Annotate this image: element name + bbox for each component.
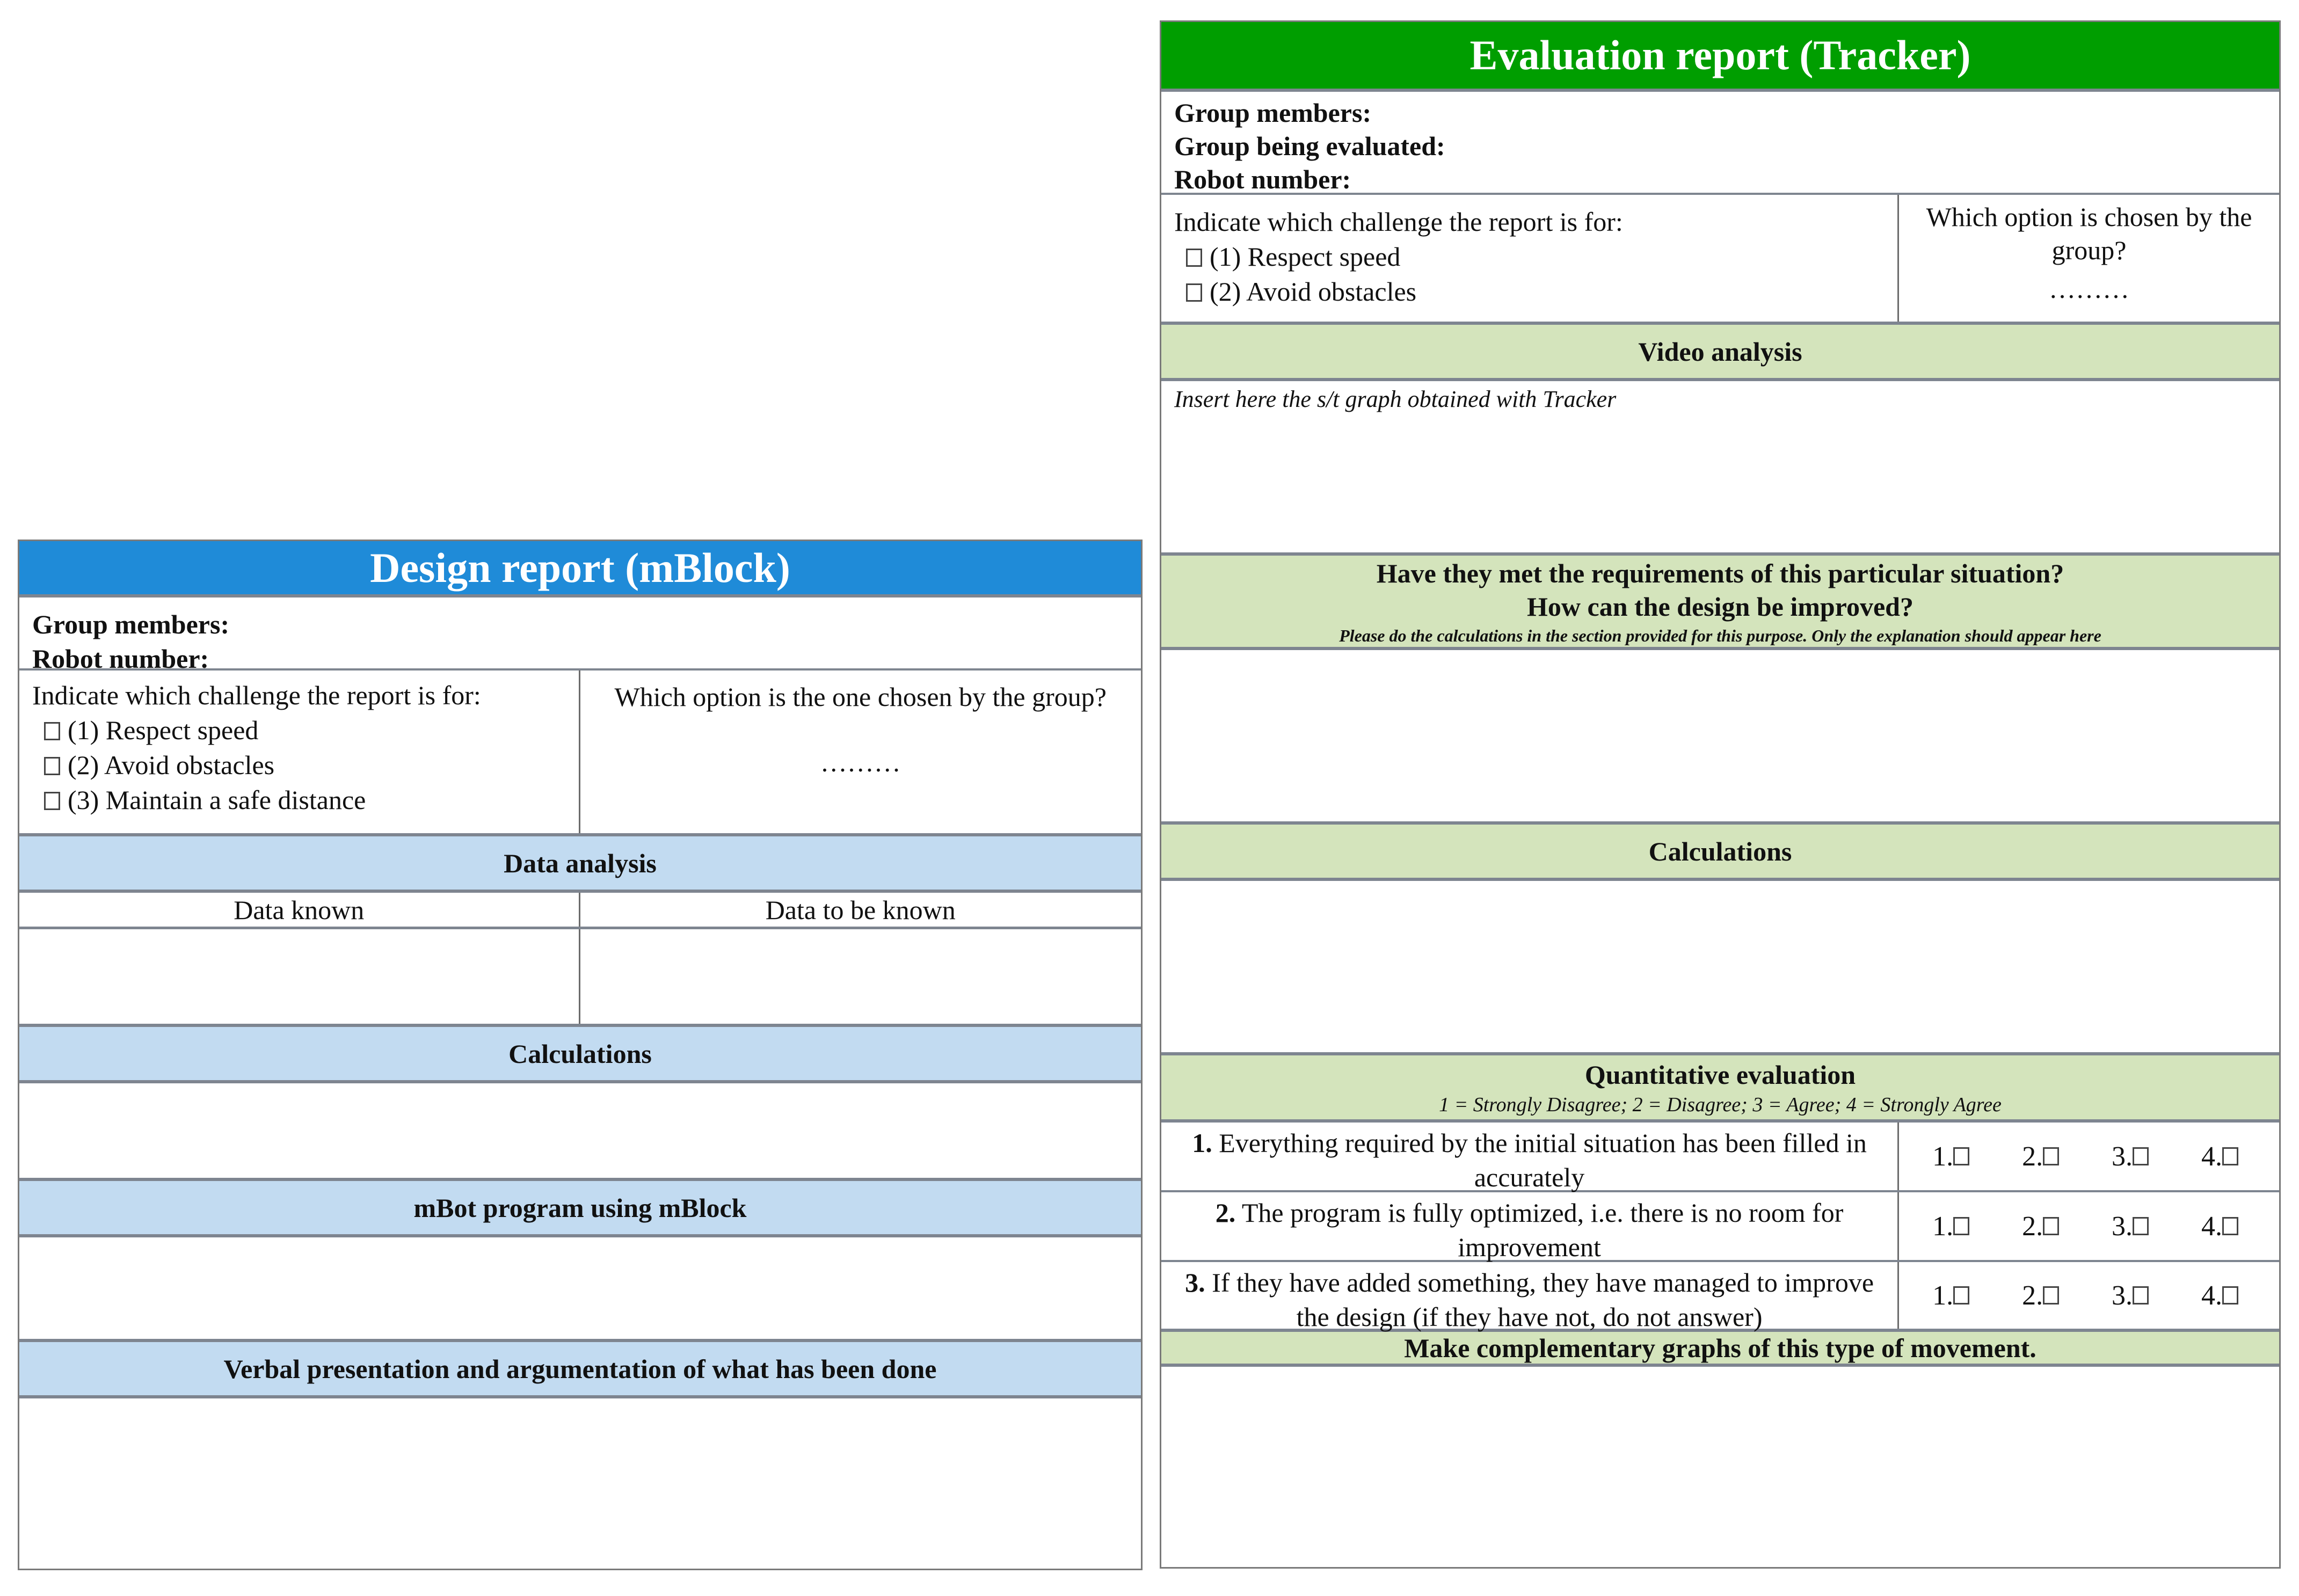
chosen-option-prompt: Which option is chosen by the group? xyxy=(1926,202,2252,265)
criterion-2-text: 2. The program is fully optimized, i.e. there is no room for improvement xyxy=(1161,1192,1899,1260)
challenge-option-3[interactable]: (3) Maintain a safe distance xyxy=(32,783,566,818)
challenge-prompt: Indicate which challenge the report is for: xyxy=(32,680,481,710)
robot-number-label[interactable]: Robot number: xyxy=(1174,164,1351,194)
checkbox-icon[interactable] xyxy=(2133,1286,2149,1305)
calculations-field[interactable] xyxy=(1161,881,2279,1055)
criterion-1-text: 1. Everything required by the initial situation has been filled in accurately xyxy=(1161,1123,1899,1190)
challenge-option-2[interactable]: (2) Avoid obstacles xyxy=(1174,274,1885,309)
challenge-selector xyxy=(1161,195,1899,322)
verbal-presentation-header: Verbal presentation and argumentation of what has been done xyxy=(19,1342,1141,1398)
calculations-header: Calculations xyxy=(1161,825,2279,881)
rating-3[interactable]: 3. xyxy=(2112,1141,2156,1172)
checkbox-icon[interactable] xyxy=(1186,283,1202,302)
video-analysis-header: Video analysis xyxy=(1161,325,2279,381)
group-members-label[interactable]: Group members: xyxy=(32,609,230,639)
rating-2[interactable]: 2. xyxy=(2022,1280,2067,1311)
checkbox-icon[interactable] xyxy=(2043,1147,2059,1165)
rating-3[interactable]: 3. xyxy=(2112,1211,2156,1242)
data-columns-header xyxy=(19,893,1141,929)
rating-4[interactable]: 4. xyxy=(2201,1211,2246,1242)
requirements-header: Have they met the requirements of this particular situation? How can the design be improved? Please do the calculations in the section provided for this purpose. Only the explanation should appear here xyxy=(1161,556,2279,650)
data-to-be-known-field[interactable] xyxy=(580,929,1141,1024)
chosen-option-field[interactable]: ……… xyxy=(820,747,901,777)
calculations-header: Calculations xyxy=(19,1027,1141,1083)
checkbox-icon[interactable] xyxy=(2043,1217,2059,1235)
data-known-field[interactable] xyxy=(19,929,580,1024)
checkbox-icon[interactable] xyxy=(1186,249,1202,267)
complementary-graphs-field[interactable] xyxy=(1161,1367,2279,1567)
verbal-presentation-field[interactable] xyxy=(19,1398,1141,1569)
evaluation-report-title: Evaluation report (Tracker) xyxy=(1161,22,2279,92)
checkbox-icon[interactable] xyxy=(1953,1147,1969,1165)
design-report-form xyxy=(18,540,1143,1570)
complementary-graphs-header: Make complementary graphs of this type of movement. xyxy=(1161,1332,2279,1367)
challenge-selector xyxy=(19,671,580,833)
rating-4[interactable]: 4. xyxy=(2201,1280,2246,1311)
criterion-1-scale xyxy=(1899,1123,2279,1190)
chosen-option-field[interactable]: ……… xyxy=(2049,274,2130,304)
video-analysis-field[interactable] xyxy=(1161,381,2279,556)
chosen-option-cell[interactable] xyxy=(580,671,1141,833)
checkbox-icon[interactable] xyxy=(1953,1217,1969,1235)
criterion-3-scale xyxy=(1899,1262,2279,1329)
chosen-option-cell[interactable] xyxy=(1899,195,2279,322)
program-header: mBot program using mBlock xyxy=(19,1181,1141,1237)
data-columns-body xyxy=(19,929,1141,1027)
criterion-row-1 xyxy=(1161,1123,2279,1192)
rating-1[interactable]: 1. xyxy=(1932,1141,1977,1172)
evaluation-challenge-row xyxy=(1161,195,2279,325)
challenge-option-1[interactable]: (1) Respect speed xyxy=(1174,239,1885,274)
criterion-row-2 xyxy=(1161,1192,2279,1262)
criterion-row-3 xyxy=(1161,1262,2279,1332)
rating-2[interactable]: 2. xyxy=(2022,1211,2067,1242)
robot-number-label[interactable]: Robot number: xyxy=(32,644,209,674)
checkbox-icon[interactable] xyxy=(2133,1147,2149,1165)
design-report-title: Design report (mBlock) xyxy=(19,541,1141,597)
design-challenge-row xyxy=(19,671,1141,836)
group-evaluated-label[interactable]: Group being evaluated: xyxy=(1174,131,1445,161)
checkbox-icon[interactable] xyxy=(44,757,60,775)
checkbox-icon[interactable] xyxy=(2222,1147,2238,1165)
checkbox-icon[interactable] xyxy=(2222,1286,2238,1305)
rating-1[interactable]: 1. xyxy=(1932,1280,1977,1311)
checkbox-icon[interactable] xyxy=(2043,1286,2059,1305)
rating-2[interactable]: 2. xyxy=(2022,1141,2067,1172)
rating-3[interactable]: 3. xyxy=(2112,1280,2156,1311)
challenge-option-1[interactable]: (1) Respect speed xyxy=(32,713,566,748)
chosen-option-prompt: Which option is the one chosen by the group? xyxy=(614,682,1107,712)
quantitative-header: Quantitative evaluation 1 = Strongly Disagree; 2 = Disagree; 3 = Agree; 4 = Strongly Agree xyxy=(1161,1055,2279,1123)
criterion-3-text: 3. If they have added something, they have managed to improve the design (if they have not, do not answer) xyxy=(1161,1262,1899,1329)
requirements-field[interactable] xyxy=(1161,650,2279,825)
rating-4[interactable]: 4. xyxy=(2201,1141,2246,1172)
video-analysis-note: Insert here the s/t graph obtained with Tracker xyxy=(1174,386,1617,412)
program-field[interactable] xyxy=(19,1237,1141,1342)
challenge-prompt: Indicate which challenge the report is for: xyxy=(1174,207,1623,237)
checkbox-icon[interactable] xyxy=(2133,1217,2149,1235)
data-analysis-header: Data analysis xyxy=(19,836,1141,893)
calculations-field[interactable] xyxy=(19,1083,1141,1181)
evaluation-report-form xyxy=(1160,20,2281,1569)
design-header-fields xyxy=(19,597,1141,674)
checkbox-icon[interactable] xyxy=(1953,1286,1969,1305)
challenge-option-2[interactable]: (2) Avoid obstacles xyxy=(32,748,566,783)
data-known-label: Data known xyxy=(19,893,580,927)
checkbox-icon[interactable] xyxy=(44,792,60,810)
evaluation-header-fields xyxy=(1161,92,2279,195)
criterion-2-scale xyxy=(1899,1192,2279,1260)
group-members-label[interactable]: Group members: xyxy=(1174,98,1372,128)
checkbox-icon[interactable] xyxy=(2222,1217,2238,1235)
rating-1[interactable]: 1. xyxy=(1932,1211,1977,1242)
checkbox-icon[interactable] xyxy=(44,722,60,740)
data-to-be-known-label: Data to be known xyxy=(765,894,956,925)
